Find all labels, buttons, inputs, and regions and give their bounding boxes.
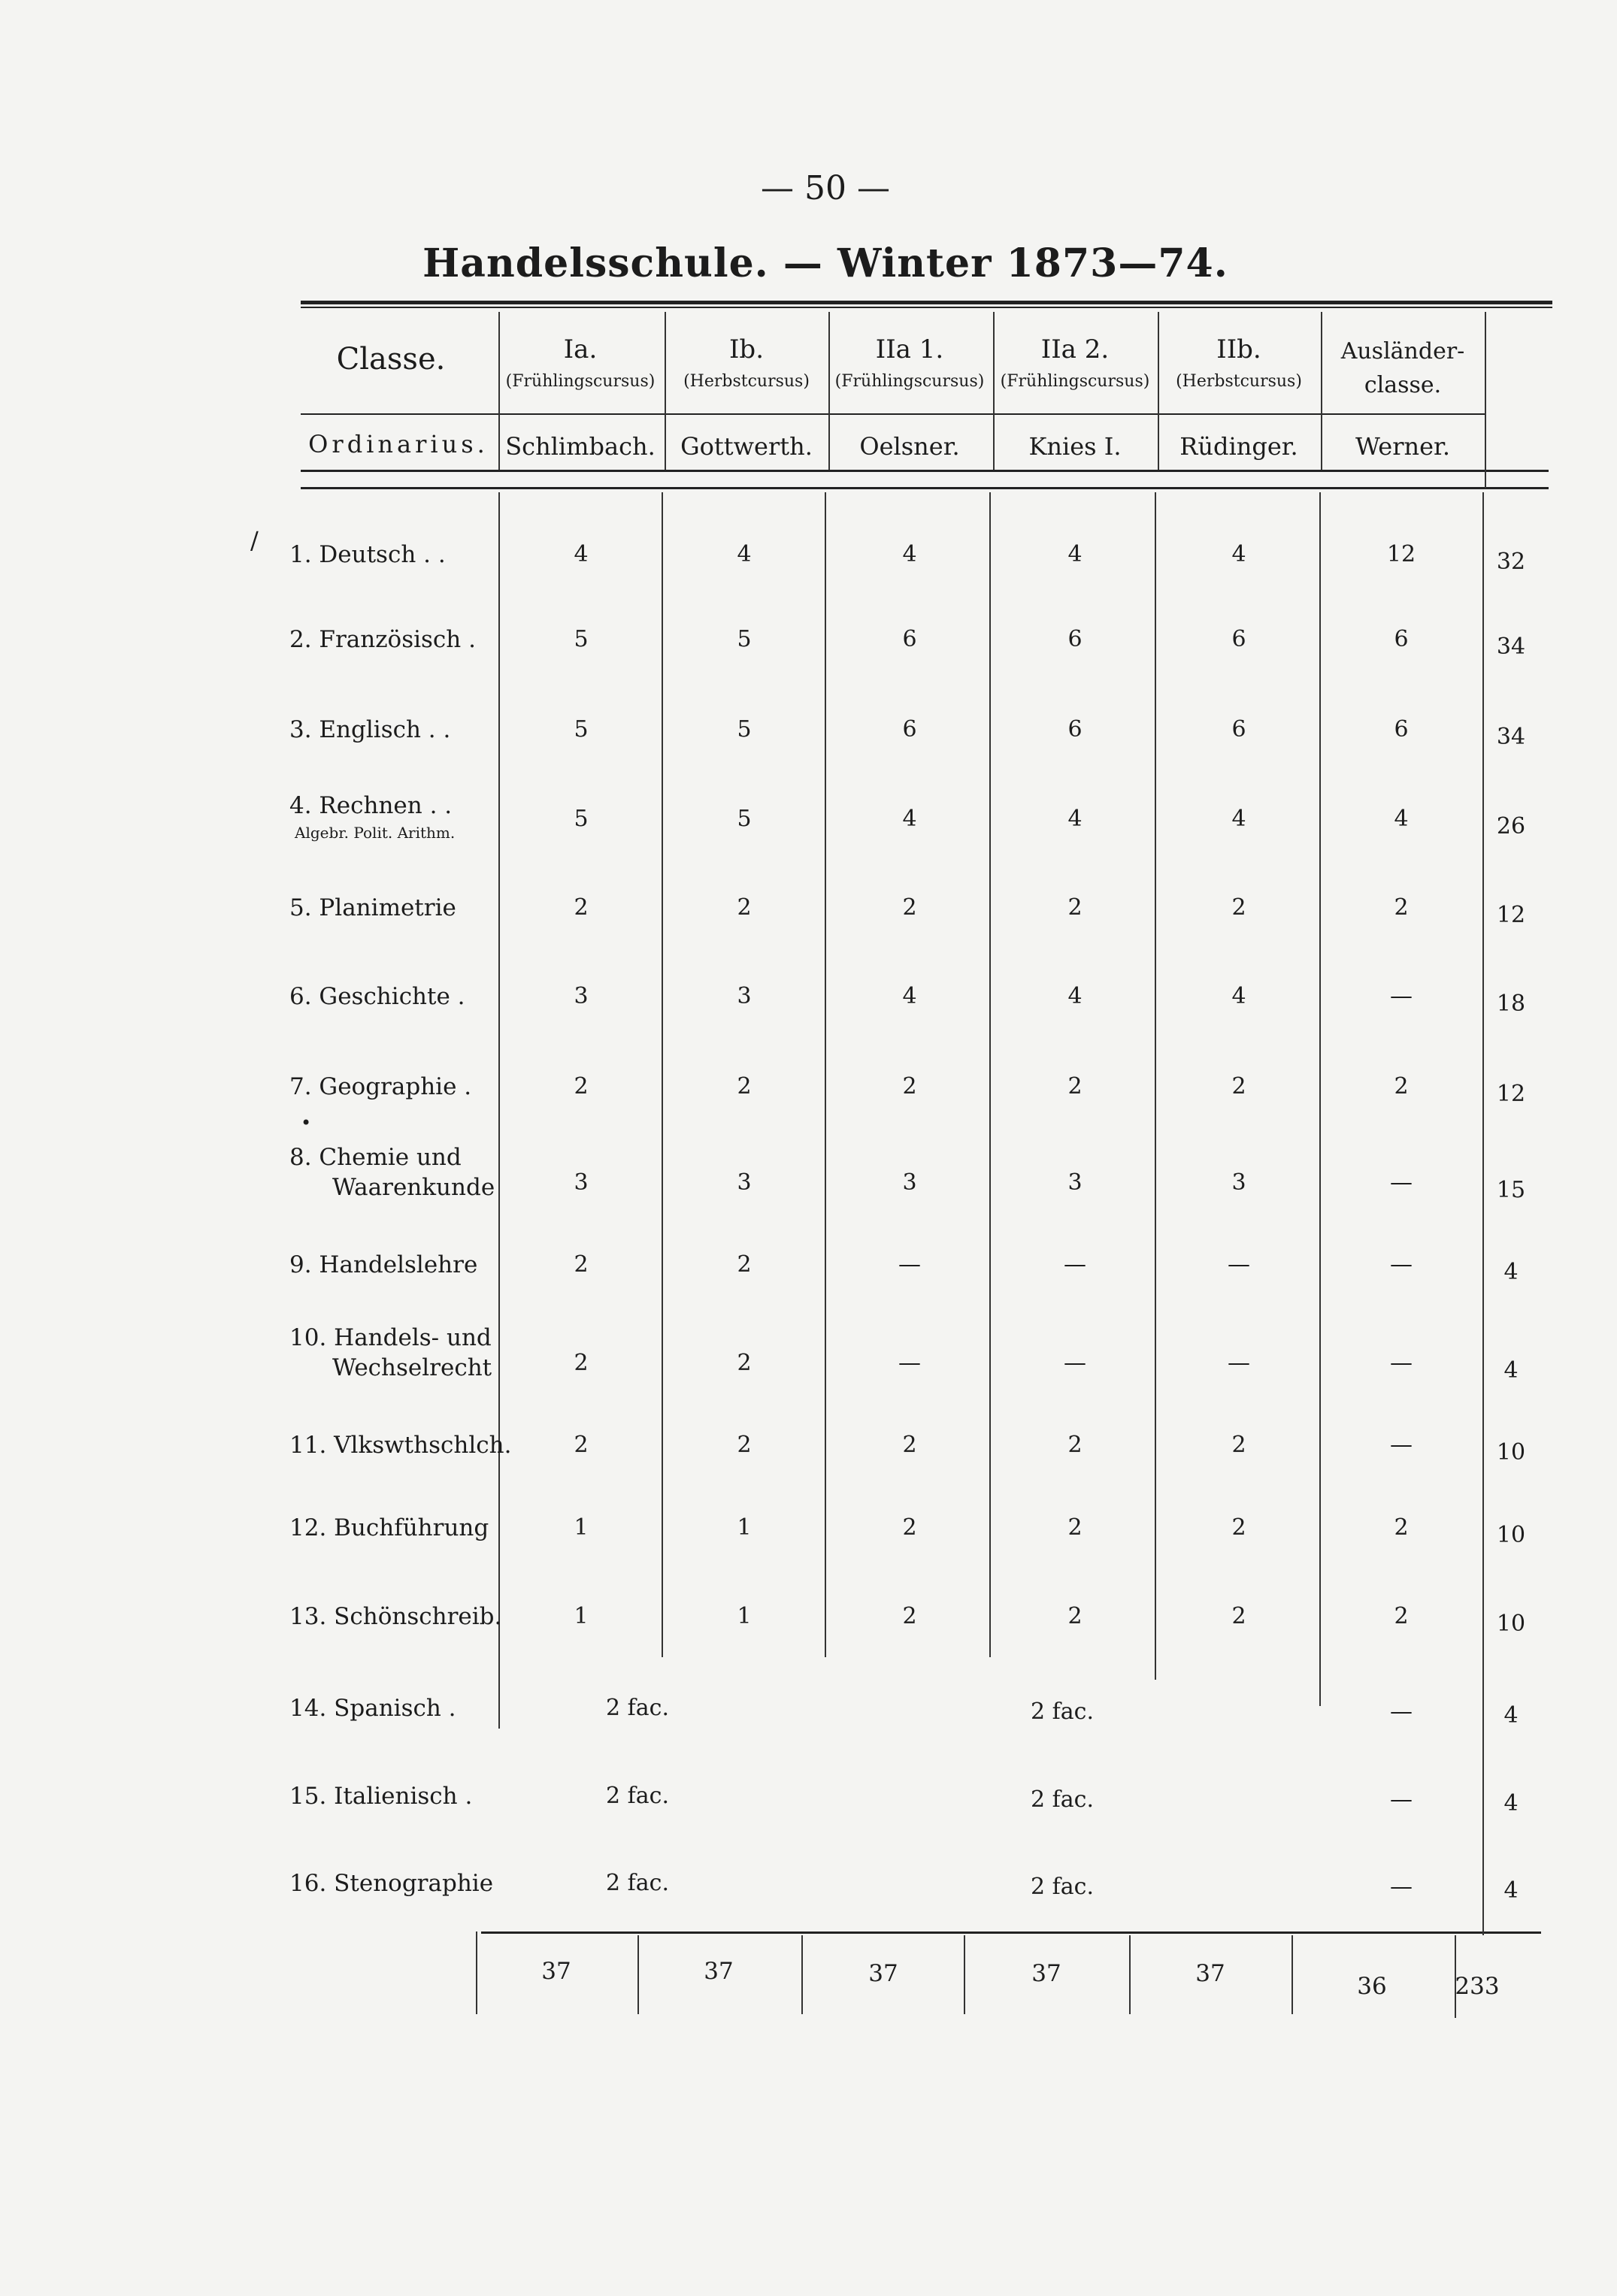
value-cell: 6 (902, 626, 917, 652)
subject-label: 3. Englisch . . (289, 716, 451, 743)
value-cell: 4 (1067, 541, 1083, 567)
subject-label: 13. Schönschreib. (289, 1603, 502, 1630)
header-col-sep (1158, 312, 1159, 470)
column-header-name: IIa 2. (1040, 334, 1110, 365)
value-cell: 2 (737, 1432, 752, 1458)
total-cell: 37 (704, 1958, 734, 1985)
row-total: 4 (1503, 1790, 1519, 1817)
column-header-sub: (Frühlingscursus) (1000, 372, 1150, 391)
column-header-sub: classe. (1364, 372, 1442, 398)
subject-label: 4. Rechnen . . (289, 792, 453, 819)
top-rule (301, 301, 1552, 304)
row-total: 10 (1496, 1439, 1526, 1466)
value-cell: 6 (902, 716, 917, 743)
subject-label: 11. Vlkswthschlch. (289, 1432, 512, 1459)
value-cell: 2 (1231, 894, 1246, 921)
value-cell: 3 (574, 983, 589, 1009)
total-cell: 37 (1195, 1960, 1225, 1987)
value-cell: — (1228, 1251, 1250, 1278)
value-cell: 2 (1067, 1603, 1083, 1629)
margin-slash: / (250, 526, 259, 555)
row-total: 32 (1496, 549, 1526, 575)
value-cell: 4 (1231, 983, 1246, 1009)
value-cell: 6 (1067, 716, 1083, 743)
value-cell: 2 (1394, 1603, 1409, 1629)
value-cell: 2 (737, 894, 752, 921)
value-cell: 2 (1067, 1514, 1083, 1541)
value-cell: 4 (1067, 983, 1083, 1009)
value-cell: 3 (1067, 1169, 1083, 1196)
value-cell: 2 (902, 1514, 917, 1541)
value-cell: — (1390, 1350, 1413, 1376)
value-cell: 5 (737, 806, 752, 832)
body-col-sep (1482, 492, 1484, 1935)
body-col-sep (1319, 492, 1321, 1706)
page-title: Handelsschule. — Winter 1873—74. (422, 240, 1228, 286)
value-cell: 3 (737, 1169, 752, 1196)
column-header-sub: (Herbstcursus) (1176, 372, 1302, 391)
column-ordinarius: Oelsner. (859, 432, 960, 461)
grand-total: 233 (1455, 1973, 1500, 2000)
body-col-sep (662, 492, 663, 1657)
row-total: 18 (1496, 991, 1526, 1017)
column-header-sub: (Herbstcursus) (683, 372, 810, 391)
value-cell: 2 (1394, 1073, 1409, 1100)
value-cell: 2 (1231, 1603, 1246, 1629)
row-total: 10 (1496, 1611, 1526, 1637)
column-header-sub: (Frühlingscursus) (505, 372, 656, 391)
totals-col-sep (1129, 1935, 1131, 2014)
ordinarius-divider-thin (301, 487, 1549, 489)
row-total: 4 (1503, 1357, 1519, 1384)
subject-label: 9. Handelslehre (289, 1251, 478, 1278)
value-cell: 6 (1394, 626, 1409, 652)
value-cell: 3 (1231, 1169, 1246, 1196)
subject-label: 2. Französisch . (289, 626, 476, 653)
value-cell: 6 (1231, 716, 1246, 743)
row-total: 4 (1503, 1702, 1519, 1729)
margin-bullet: • (301, 1112, 312, 1133)
value-cell: 2 (902, 1073, 917, 1100)
value-cell: — (898, 1350, 921, 1376)
subject-label: 14. Spanisch . (289, 1695, 456, 1722)
body-col-sep (498, 492, 500, 1729)
value-cell: — (1228, 1350, 1250, 1376)
value-cell: 2 (1394, 894, 1409, 921)
value-cell: 4 (902, 983, 917, 1009)
header-col-sep (665, 312, 666, 470)
value-cell: 5 (574, 806, 589, 832)
value-cell: 4 (1231, 806, 1246, 832)
column-ordinarius: Schlimbach. (505, 432, 656, 461)
subject-label: 7. Geographie . (289, 1073, 472, 1100)
value-cell: 5 (737, 626, 752, 652)
subject-label: 6. Geschichte . (289, 983, 465, 1010)
value-cell: 2 (1394, 1514, 1409, 1541)
value-cell: 2 (902, 1603, 917, 1629)
subject-label: 10. Handels- und (289, 1324, 492, 1351)
row-total: 34 (1496, 634, 1526, 660)
header-col-sep (993, 312, 995, 470)
value-cell: 6 (1231, 626, 1246, 652)
totals-col-sep (964, 1935, 965, 2014)
value-cell: 4 (902, 806, 917, 832)
value-cell: 1 (574, 1514, 589, 1541)
value-cell: — (1064, 1350, 1086, 1376)
totals-divider (481, 1931, 1541, 1934)
row-total: 4 (1503, 1259, 1519, 1285)
value-cell: 2 (737, 1251, 752, 1278)
total-cell: 36 (1357, 1973, 1387, 2000)
value-cell: 4 (1394, 806, 1409, 832)
value-cell: — (1390, 1699, 1413, 1725)
classe-label: Classe. (336, 342, 446, 377)
totals-col-sep (1291, 1935, 1293, 2014)
value-cell: 2 (1231, 1432, 1246, 1458)
value-cell: 1 (737, 1603, 752, 1629)
value-cell: 4 (1067, 806, 1083, 832)
subject-sublabel: Wechselrecht (332, 1354, 492, 1381)
value-cell: 5 (574, 716, 589, 743)
header-col-sep (1485, 312, 1486, 489)
totals-col-sep (637, 1935, 639, 2014)
facultative-cell: 2 fac. (1031, 1786, 1094, 1813)
row-total: 15 (1496, 1177, 1526, 1203)
value-cell: 4 (902, 541, 917, 567)
value-cell: 2 (1231, 1514, 1246, 1541)
column-header-name: Ia. (563, 334, 598, 365)
value-cell: 2 (574, 1073, 589, 1100)
body-col-sep (825, 492, 826, 1657)
value-cell: — (1390, 983, 1413, 1009)
totals-col-sep (801, 1935, 803, 2014)
column-header-name: IIa 1. (875, 334, 944, 365)
value-cell: 3 (902, 1169, 917, 1196)
value-cell: 5 (737, 716, 752, 743)
total-cell: 37 (541, 1958, 571, 1985)
value-cell: 2 (1067, 1073, 1083, 1100)
value-cell: — (1390, 1432, 1413, 1458)
value-cell: 2 (902, 1432, 917, 1458)
value-cell: — (1064, 1251, 1086, 1278)
totals-col-sep (476, 1931, 477, 2014)
column-ordinarius: Gottwerth. (680, 432, 813, 461)
subject-label: 16. Stenographie (289, 1870, 494, 1897)
total-cell: 37 (868, 1960, 898, 1987)
page-number: — 50 — (761, 169, 890, 207)
facultative-cell: 2 fac. (606, 1695, 669, 1721)
value-cell: 2 (1067, 1432, 1083, 1458)
value-cell: 4 (574, 541, 589, 567)
body-col-sep (1155, 492, 1156, 1680)
value-cell: 1 (574, 1603, 589, 1629)
header-col-sep (1321, 312, 1322, 470)
header-col-sep (828, 312, 830, 470)
value-cell: 2 (574, 1251, 589, 1278)
value-cell: 4 (1231, 541, 1246, 567)
subject-label: 12. Buchführung (289, 1514, 489, 1541)
row-total: 4 (1503, 1877, 1519, 1904)
value-cell: 5 (574, 626, 589, 652)
subject-label: 5. Planimetrie (289, 894, 456, 921)
value-cell: — (898, 1251, 921, 1278)
facultative-cell: 2 fac. (606, 1783, 669, 1809)
ordinarius-label: Ordinarius. (308, 430, 489, 458)
facultative-cell: 2 fac. (1031, 1699, 1094, 1725)
top-rule-thin (301, 307, 1552, 308)
column-header-name: Ausländer- (1340, 338, 1465, 365)
column-ordinarius: Rüdinger. (1179, 432, 1298, 461)
value-cell: 2 (574, 894, 589, 921)
value-cell: 4 (737, 541, 752, 567)
subject-label: 15. Italienisch . (289, 1783, 473, 1810)
value-cell: 3 (737, 983, 752, 1009)
row-total: 26 (1496, 813, 1526, 839)
value-cell: — (1390, 1169, 1413, 1196)
value-cell: — (1390, 1786, 1413, 1813)
value-cell: 3 (574, 1169, 589, 1196)
value-cell: — (1390, 1251, 1413, 1278)
column-header-sub: (Frühlingscursus) (834, 372, 985, 391)
subject-sublabel: Algebr. Polit. Arithm. (295, 824, 456, 842)
value-cell: 1 (737, 1514, 752, 1541)
row-total: 12 (1496, 1081, 1526, 1107)
facultative-cell: 2 fac. (606, 1870, 669, 1896)
row-total: 10 (1496, 1522, 1526, 1548)
value-cell: 2 (737, 1073, 752, 1100)
value-cell: 6 (1394, 716, 1409, 743)
row-total: 12 (1496, 902, 1526, 928)
value-cell: 2 (574, 1350, 589, 1376)
value-cell: 2 (737, 1350, 752, 1376)
value-cell: — (1390, 1874, 1413, 1900)
value-cell: 2 (1231, 1073, 1246, 1100)
column-header-name: Ib. (728, 334, 765, 365)
value-cell: 2 (574, 1432, 589, 1458)
value-cell: 6 (1067, 626, 1083, 652)
subject-sublabel: Waarenkunde (332, 1174, 495, 1201)
subject-label: 1. Deutsch . . (289, 541, 446, 568)
value-cell: 2 (902, 894, 917, 921)
column-ordinarius: Knies I. (1028, 432, 1122, 461)
header-divider (301, 413, 1485, 415)
subject-label: 8. Chemie und (289, 1144, 462, 1171)
row-total: 34 (1496, 724, 1526, 750)
value-cell: 12 (1386, 541, 1416, 567)
total-cell: 37 (1031, 1960, 1061, 1987)
column-ordinarius: Werner. (1355, 432, 1451, 461)
body-col-sep (989, 492, 991, 1657)
column-header-name: IIb. (1216, 334, 1261, 365)
facultative-cell: 2 fac. (1031, 1874, 1094, 1900)
header-col-sep (498, 312, 500, 470)
value-cell: 2 (1067, 894, 1083, 921)
ordinarius-divider (301, 470, 1549, 472)
